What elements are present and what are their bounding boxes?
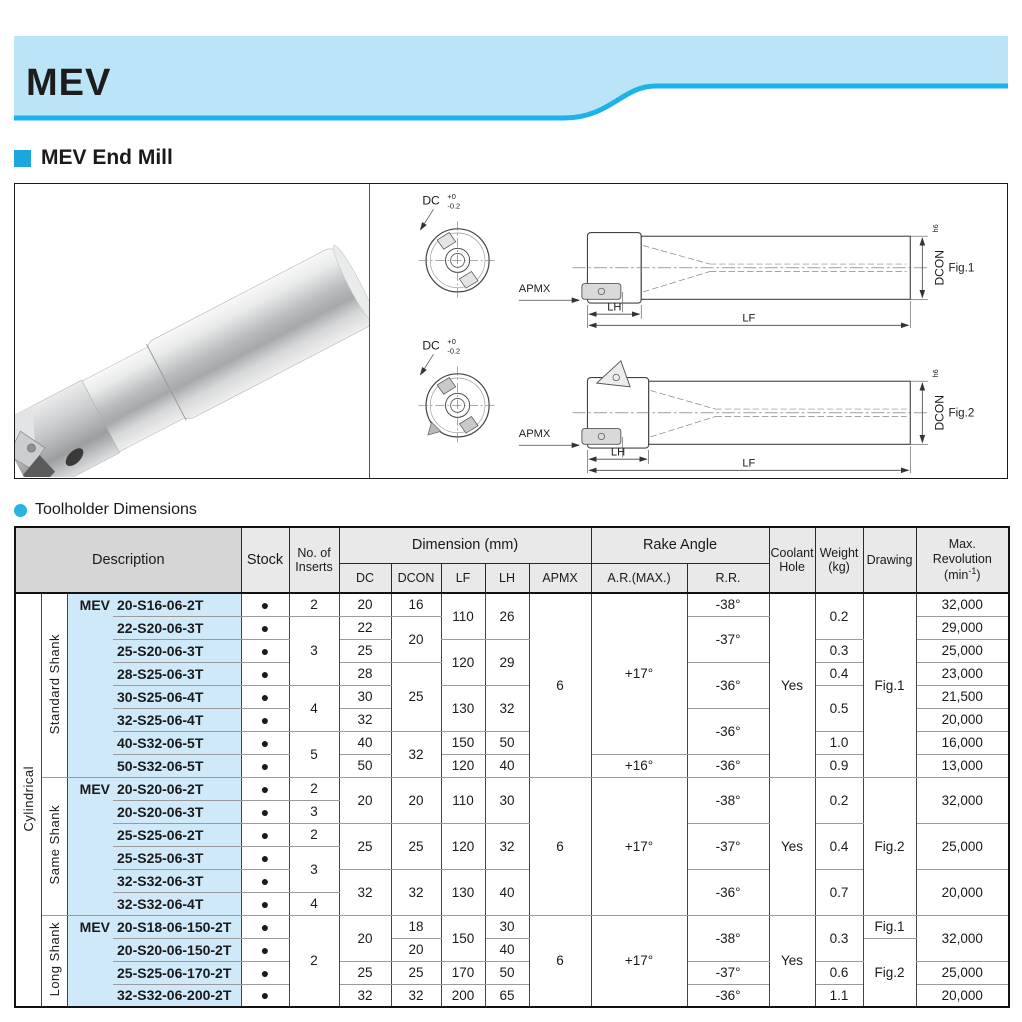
- stock-dot: ●: [241, 777, 289, 800]
- section-heading-text: MEV End Mill: [41, 146, 173, 169]
- part-number: 20-S20-06-150-2T: [113, 938, 241, 961]
- cell-weight: 0.2: [815, 777, 863, 823]
- cell-lf: 130: [441, 685, 485, 731]
- fig2-dc-label: [420, 337, 460, 375]
- svg-text:DC: DC: [422, 193, 440, 208]
- part-number: 32-S32-06-200-2T: [113, 984, 241, 1007]
- drawing-panel: [370, 184, 1007, 478]
- cell-max-revolution: 16,000: [916, 731, 1009, 754]
- svg-text:LH: LH: [607, 301, 622, 314]
- cell-max-revolution: 32,000: [916, 777, 1009, 823]
- cell-max-revolution: 32,000: [916, 593, 1009, 616]
- col-header-dc: DC: [339, 563, 391, 593]
- cell-dcon: 32: [391, 869, 441, 915]
- svg-text:h6: h6: [931, 369, 941, 378]
- stock-dot: ●: [241, 869, 289, 892]
- cell-lh: 65: [485, 984, 529, 1007]
- cell-lf: 110: [441, 777, 485, 823]
- cell-dc: 25: [339, 823, 391, 869]
- part-number: 50-S32-06-5T: [113, 754, 241, 777]
- cell-inserts: 4: [289, 892, 339, 915]
- part-number: 32-S32-06-3T: [113, 869, 241, 892]
- cell-weight: 0.6: [815, 961, 863, 984]
- cell-apmx: 6: [529, 915, 591, 1007]
- cell-inserts: 5: [289, 731, 339, 777]
- cell-weight: 0.3: [815, 915, 863, 961]
- stock-dot: ●: [241, 662, 289, 685]
- cell-inserts: 4: [289, 685, 339, 731]
- cell-weight: 0.4: [815, 662, 863, 685]
- cell-max-revolution: 21,500: [916, 685, 1009, 708]
- svg-text:-0.2: -0.2: [447, 201, 461, 211]
- col-header-description: Description: [15, 527, 241, 593]
- svg-text:DCON: DCON: [932, 250, 947, 286]
- cell-lf: 110: [441, 593, 485, 639]
- fig1-side-view: [519, 224, 947, 328]
- col-header-inserts: No. of Inserts: [289, 527, 339, 593]
- svg-text:APMX: APMX: [518, 282, 551, 295]
- cell-inserts: 2: [289, 823, 339, 846]
- page-banner: [14, 36, 1008, 122]
- cell-dc: 32: [339, 708, 391, 731]
- col-header-rr: R.R.: [687, 563, 769, 593]
- cell-ar-max: +17°: [591, 777, 687, 915]
- part-number: 20-S16-06-2T: [113, 593, 241, 616]
- fig2-drawing: [374, 333, 992, 474]
- cell-rr: -36°: [687, 708, 769, 754]
- stock-dot: ●: [241, 846, 289, 869]
- fig1-label: Fig.1: [948, 262, 975, 275]
- cell-lf: 200: [441, 984, 485, 1007]
- svg-text:LF: LF: [742, 312, 756, 325]
- stock-dot: ●: [241, 731, 289, 754]
- col-header-lf: LF: [441, 563, 485, 593]
- cell-dc: 30: [339, 685, 391, 708]
- product-photo-panel: [15, 184, 370, 478]
- brand-prefix: MEV: [67, 777, 113, 915]
- cell-dc: 50: [339, 754, 391, 777]
- stock-dot: ●: [241, 961, 289, 984]
- cell-rr: -36°: [687, 869, 769, 915]
- part-number: 28-S25-06-3T: [113, 662, 241, 685]
- cell-lh: 50: [485, 961, 529, 984]
- cell-rr: -37°: [687, 616, 769, 662]
- cell-drawing: Fig.2: [863, 777, 916, 915]
- cell-max-revolution: 25,000: [916, 823, 1009, 869]
- cell-max-revolution: 13,000: [916, 754, 1009, 777]
- cell-lh: 40: [485, 754, 529, 777]
- cell-lh: 40: [485, 938, 529, 961]
- cell-max-revolution: 29,000: [916, 616, 1009, 639]
- subheading-text: Toolholder Dimensions: [35, 501, 197, 518]
- cell-weight: 1.0: [815, 731, 863, 754]
- cell-lh: 26: [485, 593, 529, 639]
- col-header-coolant-hole: Coolant Hole: [769, 527, 815, 593]
- cell-weight: 0.4: [815, 823, 863, 869]
- cell-dcon: 16: [391, 593, 441, 616]
- cell-lf: 120: [441, 754, 485, 777]
- cell-rr: -36°: [687, 754, 769, 777]
- section-bullet-circle-icon: [14, 504, 27, 517]
- col-header-max-revolution: Max. Revolution $(\min^{-1})$: [916, 527, 1009, 593]
- cell-lh: 32: [485, 823, 529, 869]
- cell-lh: 40: [485, 869, 529, 915]
- cell-rr: -37°: [687, 961, 769, 984]
- cell-max-revolution: 20,000: [916, 984, 1009, 1007]
- cell-dc: 40: [339, 731, 391, 754]
- cell-lf: 170: [441, 961, 485, 984]
- cell-weight: 0.9: [815, 754, 863, 777]
- col-header-dimension: Dimension (mm): [339, 527, 591, 563]
- toolholder-table-body: [15, 593, 1009, 1007]
- cell-dc: 25: [339, 639, 391, 662]
- cell-lh: 32: [485, 685, 529, 731]
- banner-swoosh: [14, 36, 1008, 122]
- cell-dcon: 20: [391, 777, 441, 823]
- part-number: 25-S20-06-3T: [113, 639, 241, 662]
- svg-text:-0.2: -0.2: [447, 346, 461, 356]
- cell-weight: 0.5: [815, 685, 863, 731]
- cell-lh: 30: [485, 777, 529, 823]
- part-number: 20-S20-06-2T: [113, 777, 241, 800]
- cell-lh: 30: [485, 915, 529, 938]
- cell-dcon: 20: [391, 938, 441, 961]
- cell-drawing: Fig.2: [863, 938, 916, 1007]
- row-label-shank: Long Shank: [41, 915, 67, 1007]
- cell-drawing: Fig.1: [863, 593, 916, 777]
- svg-text:+0: +0: [447, 337, 456, 347]
- stock-dot: ●: [241, 938, 289, 961]
- part-number: 20-S20-06-3T: [113, 800, 241, 823]
- cell-ar-max: +17°: [591, 915, 687, 1007]
- cell-lf: 150: [441, 915, 485, 961]
- cell-max-revolution: 20,000: [916, 708, 1009, 731]
- cell-lf: 120: [441, 823, 485, 869]
- part-number: 32-S32-06-4T: [113, 892, 241, 915]
- stock-dot: ●: [241, 823, 289, 846]
- cell-weight: 0.3: [815, 639, 863, 662]
- stock-dot: ●: [241, 616, 289, 639]
- section-bullet-square-icon: [14, 150, 31, 167]
- col-header-weight: Weight (kg): [815, 527, 863, 593]
- fig1-drawing: [374, 188, 992, 329]
- cell-lf: 150: [441, 731, 485, 754]
- cell-dc: 32: [339, 869, 391, 915]
- cell-dc: 32: [339, 984, 391, 1007]
- cell-dc: 28: [339, 662, 391, 685]
- svg-text:LH: LH: [610, 446, 626, 459]
- stock-dot: ●: [241, 892, 289, 915]
- cell-apmx: 6: [529, 593, 591, 777]
- svg-text:LF: LF: [742, 457, 756, 470]
- cell-rr: -37°: [687, 823, 769, 869]
- toolholder-table: [14, 526, 1010, 1008]
- cell-dc: 20: [339, 593, 391, 616]
- cell-inserts: 3: [289, 846, 339, 892]
- part-number: 25-S25-06-3T: [113, 846, 241, 869]
- cell-inserts: 3: [289, 800, 339, 823]
- fig1-end-view: [419, 221, 497, 299]
- cell-inserts: 3: [289, 616, 339, 685]
- svg-text:+0: +0: [447, 192, 456, 202]
- cell-dcon: 20: [391, 616, 441, 662]
- cell-lf: 130: [441, 869, 485, 915]
- cell-rr: -38°: [687, 915, 769, 961]
- fig2-end-view: [419, 366, 497, 444]
- part-number: 22-S20-06-3T: [113, 616, 241, 639]
- part-number: 32-S25-06-4T: [113, 708, 241, 731]
- col-header-apmx: APMX: [529, 563, 591, 593]
- cell-max-revolution: 25,000: [916, 639, 1009, 662]
- cell-max-revolution: 32,000: [916, 915, 1009, 961]
- stock-dot: ●: [241, 984, 289, 1007]
- svg-text:h6: h6: [931, 224, 941, 233]
- stock-dot: ●: [241, 593, 289, 616]
- col-header-stock: Stock: [241, 527, 289, 593]
- figure-box: [14, 183, 1008, 479]
- fig2-label: Fig.2: [948, 407, 975, 420]
- section-heading-end-mill: [14, 146, 1008, 170]
- col-header-ar-max: A.R.(MAX.): [591, 563, 687, 593]
- cell-dc: 20: [339, 777, 391, 823]
- cell-dcon: 18: [391, 915, 441, 938]
- cell-rr: -38°: [687, 777, 769, 823]
- stock-dot: ●: [241, 915, 289, 938]
- cell-dc: 22: [339, 616, 391, 639]
- stock-dot: ●: [241, 685, 289, 708]
- cell-apmx: 6: [529, 777, 591, 915]
- cell-inserts: 2: [289, 915, 339, 1007]
- cell-dcon: 25: [391, 662, 441, 731]
- stock-dot: ●: [241, 754, 289, 777]
- cell-coolant-hole: Yes: [769, 593, 815, 777]
- stock-dot: ●: [241, 639, 289, 662]
- row-label-shank: Same Shank: [41, 777, 67, 915]
- cell-dcon: 32: [391, 984, 441, 1007]
- col-header-rake-angle: Rake Angle: [591, 527, 769, 563]
- cell-weight: 0.7: [815, 869, 863, 915]
- col-header-drawing: Drawing: [863, 527, 916, 593]
- col-header-lh: LH: [485, 563, 529, 593]
- stock-dot: ●: [241, 800, 289, 823]
- fig2-side-view: [519, 361, 947, 473]
- cell-rr: -38°: [687, 593, 769, 616]
- cell-inserts: 2: [289, 593, 339, 616]
- cell-dcon: 25: [391, 823, 441, 869]
- brand-prefix: MEV: [67, 915, 113, 1007]
- cell-lh: 50: [485, 731, 529, 754]
- cell-dc: 20: [339, 915, 391, 961]
- cell-inserts: 2: [289, 777, 339, 800]
- cell-drawing: Fig.1: [863, 915, 916, 938]
- cell-dc: 25: [339, 961, 391, 984]
- cell-lh: 29: [485, 639, 529, 685]
- part-number: 25-S25-06-170-2T: [113, 961, 241, 984]
- part-number: 25-S25-06-2T: [113, 823, 241, 846]
- part-number: 30-S25-06-4T: [113, 685, 241, 708]
- product-photo: [15, 184, 369, 477]
- cell-dcon: 25: [391, 961, 441, 984]
- brand-prefix: MEV: [67, 593, 113, 777]
- svg-text:DC: DC: [422, 338, 440, 353]
- cell-max-revolution: 25,000: [916, 961, 1009, 984]
- cell-max-revolution: 23,000: [916, 662, 1009, 685]
- cell-ar-max: +17°: [591, 593, 687, 754]
- cell-ar-max: +16°: [591, 754, 687, 777]
- cell-lf: 120: [441, 639, 485, 685]
- part-number: 40-S32-06-5T: [113, 731, 241, 754]
- section-heading-toolholder: [14, 500, 1008, 520]
- cell-dcon: 32: [391, 731, 441, 777]
- cell-coolant-hole: Yes: [769, 915, 815, 1007]
- svg-text:APMX: APMX: [518, 427, 551, 440]
- cell-rr: -36°: [687, 662, 769, 708]
- fig1-dc-label: [420, 192, 460, 230]
- stock-dot: ●: [241, 708, 289, 731]
- cell-coolant-hole: Yes: [769, 777, 815, 915]
- cell-max-revolution: 20,000: [916, 869, 1009, 915]
- part-number: 20-S18-06-150-2T: [113, 915, 241, 938]
- cell-rr: -36°: [687, 984, 769, 1007]
- page-title: MEV: [26, 62, 112, 104]
- row-label-cylindrical: Cylindrical: [15, 593, 41, 1007]
- cell-weight: 0.2: [815, 593, 863, 639]
- col-header-dcon: DCON: [391, 563, 441, 593]
- cell-weight: 1.1: [815, 984, 863, 1007]
- svg-text:DCON: DCON: [932, 395, 947, 431]
- row-label-shank: Standard Shank: [41, 593, 67, 777]
